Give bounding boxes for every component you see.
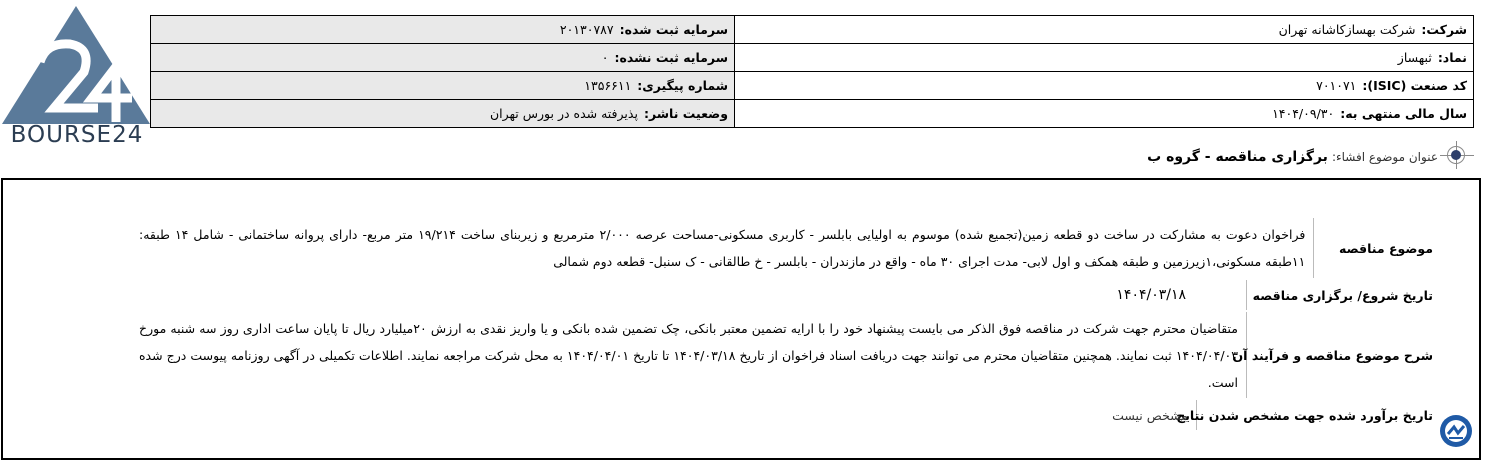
unregistered-capital-label: سرمایه ثبت نشده: [614,50,728,65]
detail-value: متقاضیان محترم جهت شرکت در مناقصه فوق الذکر می بایست پیشنهاد خود را با ارایه تضمین معتبر بانکی، چک تضمین شده بانکی و یا واریز نقدی به ارزش ۲۰میلیارد ریال تا پایان ساعت اداری روز سه شنبه مورخ ۱۴۰۴/۰۴/۰۳ ثبت نمایند. همچنین متقاضیان محترم می توانند جهت دریافت اسناد فراخوان از تاریخ ۱۴۰۴/۰۳/۱۸ تا تاریخ ۱۴۰۴/۰۴/۰۱ به محل شرکت مراجعه نمایند. اطلاعات تکمیلی در آگهی روزنامه پیوست درج شده است. [139,320,1238,390]
info-row [151,100,1474,128]
symbol-value: ثبهساز [1397,50,1432,65]
tracking-number-value: ۱۳۵۶۶۱۱ [584,78,632,93]
detail-row [139,400,1439,430]
publisher-status-label: وضعیت ناشر: [643,106,728,121]
detail-key: تاریخ برآورد شده جهت مشخص شدن نتایج [1196,400,1439,430]
detail-row [139,218,1439,278]
info-row [151,16,1474,44]
codal-logo-icon[interactable] [1439,414,1473,448]
info-row [151,44,1474,72]
company-info-table [150,15,1474,128]
unregistered-capital-value: ۰ [601,50,609,65]
tender-details-box [1,178,1481,460]
logo-text: BOURSE24 [10,122,144,148]
company-value: شرکت بهسازکاشانه تهران [1278,22,1416,37]
subject-value: برگزاری مناقصه - گروه ب [1147,149,1328,165]
detail-value: فراخوان دعوت به مشارکت در ساخت دو قطعه زمین(تجمیع شده) موسوم به اولیایی بابلسر - کاربری مسکونی-مساحت عرصه ۲/۰۰۰ مترمربع و زیربنای ساخت ۱۹/۲۱۴ متر مربع- دارای پروانه ساختمانی - شامل ۱۴ طبقه: ۱۱طبقه مسکونی،۱زیرزمین و طبقه همکف و اول لابی- مدت اجرای ۳۰ ماه - واقع در مازندران - بابلسر - خ طالقانی - ک سنبل- قطعه دوم شمالی [139,227,1306,269]
isic-label: کد صنعت (ISIC): [1362,78,1467,93]
isic-value: ۷۰۱۰۷۱ [1316,78,1357,93]
symbol-label: نماد: [1437,50,1467,65]
detail-key: تاریخ شروع/ برگزاری مناقصه [1246,280,1439,310]
detail-row [139,280,1439,310]
details-grid [139,218,1439,430]
subject-label: عنوان موضوع افشاء: [1331,150,1438,164]
detail-key: شرح موضوع مناقصه و فرآیند آن [1246,312,1439,398]
tracking-number-label: شماره پیگیری: [637,78,728,93]
disclosure-subject [1147,144,1470,170]
target-bullet-icon [1444,144,1470,170]
registered-capital-value: ۲۰۱۳۰۷۸۷ [559,22,614,37]
detail-row [139,312,1439,398]
detail-key: موضوع مناقصه [1313,218,1439,278]
detail-value: مشخص نیست [1112,407,1188,423]
info-row [151,72,1474,100]
fiscal-year-label: سال مالی منتهی به: [1340,106,1467,121]
publisher-status-value: پذیرفته شده در بورس تهران [489,106,638,121]
company-label: شرکت: [1421,22,1467,37]
fiscal-year-value: ۱۴۰۴/۰۹/۳۰ [1272,106,1335,121]
registered-capital-label: سرمایه ثبت شده: [619,22,728,37]
detail-value: ۱۴۰۴/۰۳/۱۸ [1116,286,1186,303]
